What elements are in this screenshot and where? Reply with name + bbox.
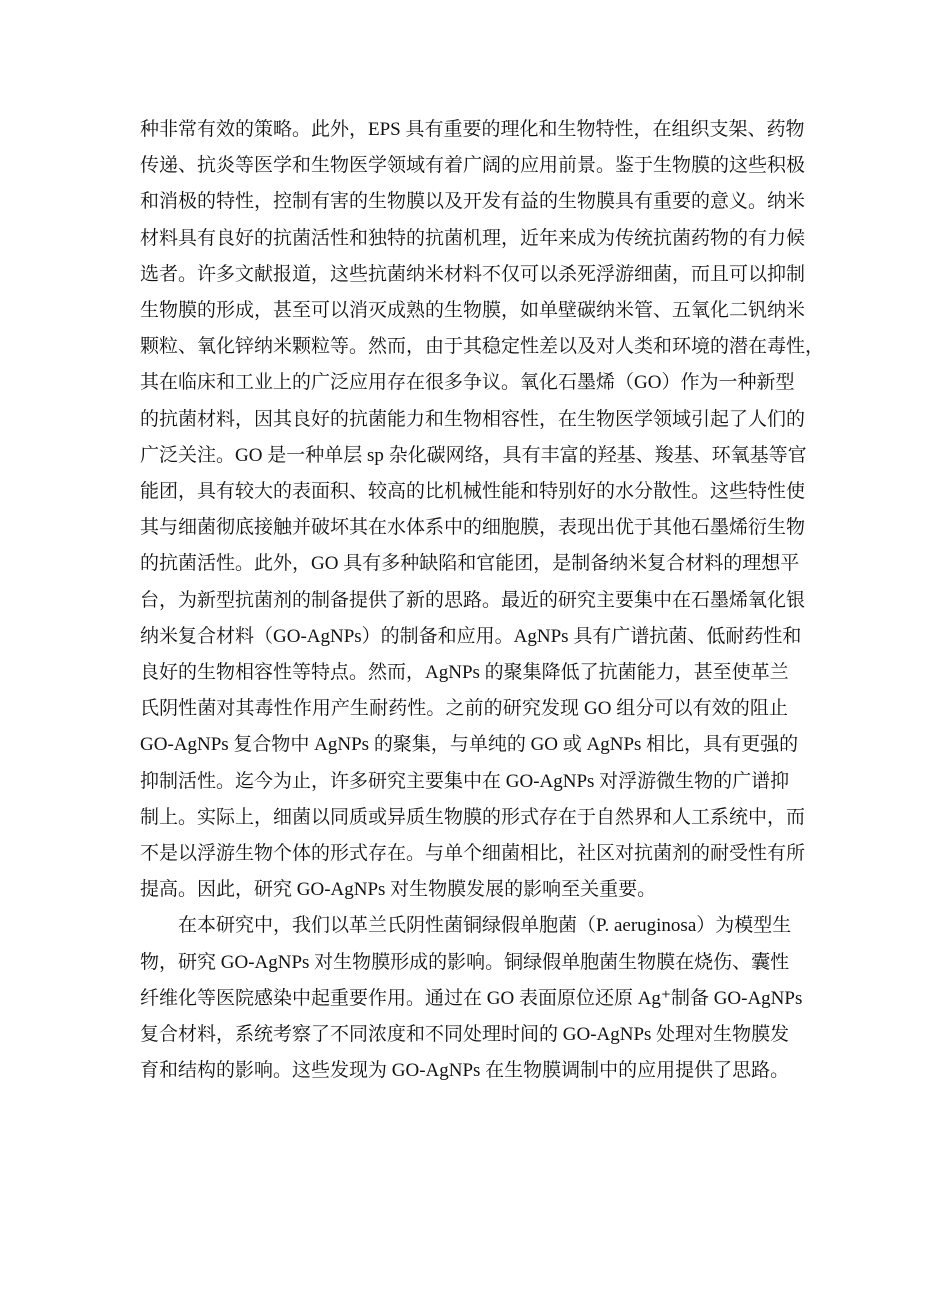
text-line: 纤维化等医院感染中起重要作用。通过在 GO 表面原位还原 Ag⁺制备 GO-AgNPs <box>140 987 803 1009</box>
text-line: 生物膜的形成，甚至可以消灭成熟的生物膜，如单壁碳纳米管、五氧化二钒纳米 <box>140 300 806 321</box>
text-line: 颗粒、氧化锌纳米颗粒等。然而，由于其稳定性差以及对人类和环境的潜在毒性， <box>140 336 825 358</box>
text-line: 的抗菌材料，因其良好的抗菌能力和生物相容性，在生物医学领域引起了人们的 <box>140 408 806 430</box>
text-line: 其与细菌彻底接触并破坏其在水体系中的细胞膜，表现出优于其他石墨烯衍生物 <box>140 517 806 539</box>
text-line: 纳米复合材料（GO-AgNPs）的制备和应用。AgNPs 具有广谱抗菌、低耐药性和 <box>140 625 802 647</box>
text-line: 复合材料，系统考察了不同浓度和不同处理时间的 GO-AgNPs 处理对生物膜发 <box>140 1024 790 1045</box>
text-line: 能团，具有较大的表面积、较高的比机械性能和特别好的水分散性。这些特性使 <box>140 481 806 502</box>
text-line: 和消极的特性，控制有害的生物膜以及开发有益的生物膜具有重要的意义。纳米 <box>140 191 806 213</box>
text-line: 材料具有良好的抗菌活性和独特的抗菌机理，近年来成为传统抗菌药物的有力候 <box>140 227 806 249</box>
text-line: 不是以浮游生物个体的形式存在。与单个细菌相比，社区对抗菌剂的耐受性有所 <box>140 843 806 864</box>
text-line: 抑制活性。迄今为止，许多研究主要集中在 GO-AgNPs 对浮游微生物的广谱抑 <box>140 770 790 792</box>
text-line: 育和结构的影响。这些发现为 GO-AgNPs 在生物膜调制中的应用提供了思路。 <box>140 1060 790 1082</box>
text-line: 选者。许多文献报道，这些抗菌纳米材料不仅可以杀死浮游细菌，而且可以抑制 <box>140 263 806 285</box>
text-line: 提高。因此，研究 GO-AgNPs 对生物膜发展的影响至关重要。 <box>140 879 657 901</box>
text-line: GO-AgNPs 复合物中 AgNPs 的聚集，与单纯的 GO 或 AgNPs 相比，具有更强的 <box>140 734 799 756</box>
text-line: 良好的生物相容性等特点。然而，AgNPs 的聚集降低了抗菌能力，甚至使革兰 <box>140 662 789 683</box>
text-line: 在本研究中，我们以革兰氏阴性菌铜绿假单胞菌（P. aeruginosa）为模型生 <box>178 915 792 937</box>
text-line: 物，研究 GO-AgNPs 对生物膜形成的影响。铜绿假单胞菌生物膜在烧伤、囊性 <box>140 951 790 973</box>
text-line: 传递、抗炎等医学和生物医学领域有着广阔的应用前景。鉴于生物膜的这些积极 <box>140 155 806 177</box>
text-line: 广泛关注。GO 是一种单层 sp 杂化碳网络，具有丰富的羟基、羧基、环氧基等官 <box>140 444 807 466</box>
text-line: 的抗菌活性。此外，GO 具有多种缺陷和官能团，是制备纳米复合材料的理想平 <box>140 553 800 575</box>
text-line: 种非常有效的策略。此外，EPS 具有重要的理化和生物特性，在组织支架、药物 <box>140 119 805 140</box>
text-line: 制上。实际上，细菌以同质或异质生物膜的形式存在于自然界和人工系统中，而 <box>140 806 806 828</box>
text-line: 氏阴性菌对其毒性作用产生耐药性。之前的研究发现 GO 组分可以有效的阻止 <box>140 698 788 720</box>
text-line: 其在临床和工业上的广泛应用存在很多争议。氧化石墨烯（GO）作为一种新型 <box>140 372 795 394</box>
text-line: 台，为新型抗菌剂的制备提供了新的思路。最近的研究主要集中在石墨烯氧化银 <box>140 589 806 611</box>
